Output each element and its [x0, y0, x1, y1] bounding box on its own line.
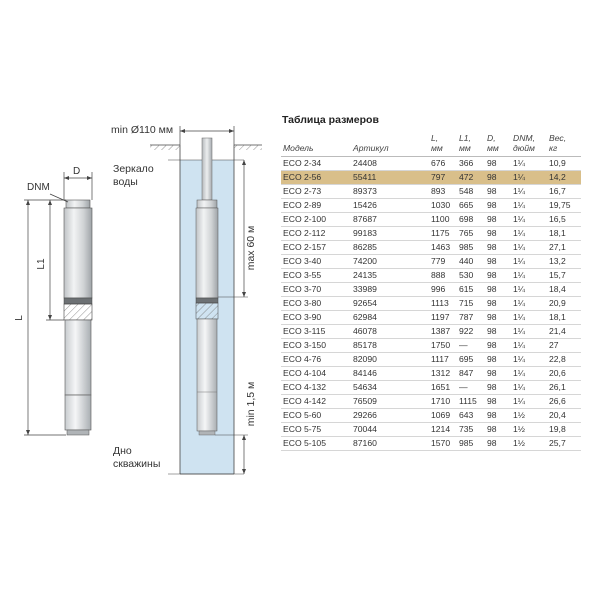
table-row [281, 269, 581, 283]
cell-dnm: 1½ [511, 423, 547, 437]
cell-d: 98 [485, 297, 511, 311]
table-row [281, 157, 581, 171]
cell-l1: 615 [457, 283, 485, 297]
cell-dnm: 1¼ [511, 255, 547, 269]
cell-d: 98 [485, 213, 511, 227]
cell-dnm: 1¼ [511, 157, 547, 171]
cell-d: 98 [485, 367, 511, 381]
header-l1: L1, мм [457, 133, 485, 157]
table-row [281, 199, 581, 213]
cell-dnm: 1¼ [511, 269, 547, 283]
cell-l1: 665 [457, 199, 485, 213]
table-row [281, 409, 581, 423]
cell-d: 98 [485, 437, 511, 451]
cell-model: ECO 4-142 [281, 395, 351, 409]
cell-l: 1214 [429, 423, 457, 437]
cell-l1: 922 [457, 325, 485, 339]
cell-weight: 16,7 [547, 185, 581, 199]
cell-d: 98 [485, 409, 511, 423]
cell-model: ECO 2-73 [281, 185, 351, 199]
cell-l: 676 [429, 157, 457, 171]
cell-model: ECO 3-55 [281, 269, 351, 283]
table-row [281, 325, 581, 339]
table-row [281, 255, 581, 269]
cell-model: ECO 3-80 [281, 297, 351, 311]
table-row [281, 241, 581, 255]
cell-l: 1387 [429, 325, 457, 339]
cell-model: ECO 3-40 [281, 255, 351, 269]
label-d: D [73, 166, 81, 177]
cell-l1: 698 [457, 213, 485, 227]
cell-article: 82090 [351, 353, 429, 367]
cell-weight: 18,4 [547, 283, 581, 297]
cell-model: ECO 3-150 [281, 339, 351, 353]
cell-weight: 19,8 [547, 423, 581, 437]
label-max-depth: max 60 м [245, 225, 257, 271]
table-row [281, 339, 581, 353]
table-title: Таблица размеров [282, 114, 379, 126]
cell-d: 98 [485, 255, 511, 269]
cell-l: 996 [429, 283, 457, 297]
cell-d: 98 [485, 353, 511, 367]
cell-l1: 847 [457, 367, 485, 381]
cell-l1: 985 [457, 241, 485, 255]
table-row [281, 367, 581, 381]
cell-l1: 715 [457, 297, 485, 311]
cell-article: 84146 [351, 367, 429, 381]
cell-weight: 25,7 [547, 437, 581, 451]
cell-d: 98 [485, 171, 511, 185]
cell-l: 1463 [429, 241, 457, 255]
cell-d: 98 [485, 339, 511, 353]
cell-weight: 10,9 [547, 157, 581, 171]
cell-weight: 20,6 [547, 367, 581, 381]
cell-l: 1312 [429, 367, 457, 381]
cell-l: 893 [429, 185, 457, 199]
header-model: Модель [281, 133, 351, 157]
cell-dnm: 1¼ [511, 171, 547, 185]
cell-weight: 14,2 [547, 171, 581, 185]
cell-model: ECO 4-76 [281, 353, 351, 367]
header-weight: Вес, кг [547, 133, 581, 157]
label-l1: L1 [36, 258, 47, 270]
cell-l1: 440 [457, 255, 485, 269]
cell-weight: 18,1 [547, 311, 581, 325]
cell-article: 85178 [351, 339, 429, 353]
table-row [281, 185, 581, 199]
cell-article: 74200 [351, 255, 429, 269]
table-row [281, 311, 581, 325]
cell-d: 98 [485, 311, 511, 325]
cell-dnm: 1¼ [511, 367, 547, 381]
cell-model: ECO 4-104 [281, 367, 351, 381]
cell-article: 33989 [351, 283, 429, 297]
label-well-bottom-line1: Дно [113, 445, 132, 457]
table-row [281, 353, 581, 367]
cell-article: 99183 [351, 227, 429, 241]
cell-weight: 18,1 [547, 227, 581, 241]
cell-model: ECO 4-132 [281, 381, 351, 395]
cell-l: 1651 [429, 381, 457, 395]
cell-weight: 16,5 [547, 213, 581, 227]
cell-l1: 765 [457, 227, 485, 241]
cell-dnm: 1¼ [511, 297, 547, 311]
cell-l: 1069 [429, 409, 457, 423]
table-row [281, 381, 581, 395]
label-water-mirror-line1: Зеркало [113, 163, 154, 175]
cell-d: 98 [485, 423, 511, 437]
cell-l1: 1115 [457, 395, 485, 409]
cell-l: 888 [429, 269, 457, 283]
dimensions-table [281, 133, 581, 451]
cell-l: 1100 [429, 213, 457, 227]
cell-article: 24408 [351, 157, 429, 171]
table-row [281, 437, 581, 451]
cell-weight: 15,7 [547, 269, 581, 283]
cell-d: 98 [485, 199, 511, 213]
table-row [281, 297, 581, 311]
cell-article: 89373 [351, 185, 429, 199]
label-well-bottom-line2: скважины [113, 458, 161, 470]
cell-weight: 26,1 [547, 381, 581, 395]
cell-article: 87160 [351, 437, 429, 451]
cell-d: 98 [485, 227, 511, 241]
cell-l: 1113 [429, 297, 457, 311]
cell-model: ECO 3-115 [281, 325, 351, 339]
cell-weight: 26,6 [547, 395, 581, 409]
cell-d: 98 [485, 269, 511, 283]
cell-l1: 366 [457, 157, 485, 171]
cell-dnm: 1¼ [511, 185, 547, 199]
cell-weight: 27 [547, 339, 581, 353]
label-water-mirror-line2: воды [113, 176, 138, 188]
label-min-bottom: min 1,5 м [245, 381, 257, 427]
table-row [281, 283, 581, 297]
cell-article: 62984 [351, 311, 429, 325]
cell-weight: 19,75 [547, 199, 581, 213]
cell-dnm: 1¼ [511, 381, 547, 395]
cell-l1: — [457, 339, 485, 353]
cell-l1: 548 [457, 185, 485, 199]
cell-l: 1117 [429, 353, 457, 367]
cell-article: 46078 [351, 325, 429, 339]
cell-weight: 13,2 [547, 255, 581, 269]
cell-model: ECO 3-90 [281, 311, 351, 325]
cell-d: 98 [485, 395, 511, 409]
table-row [281, 171, 581, 185]
size-table [281, 113, 581, 451]
cell-model: ECO 5-75 [281, 423, 351, 437]
header-l: L, мм [429, 133, 457, 157]
cell-d: 98 [485, 325, 511, 339]
cell-dnm: 1¼ [511, 325, 547, 339]
table-row [281, 423, 581, 437]
cell-model: ECO 2-34 [281, 157, 351, 171]
cell-dnm: 1½ [511, 409, 547, 423]
cell-weight: 21,4 [547, 325, 581, 339]
cell-d: 98 [485, 157, 511, 171]
label-dnm: DNM [27, 182, 50, 193]
cell-dnm: 1½ [511, 437, 547, 451]
cell-article: 29266 [351, 409, 429, 423]
cell-article: 55411 [351, 171, 429, 185]
header-dnm: DNM, дюйм [511, 133, 547, 157]
cell-d: 98 [485, 381, 511, 395]
cell-model: ECO 3-70 [281, 283, 351, 297]
cell-article: 92654 [351, 297, 429, 311]
cell-model: ECO 2-112 [281, 227, 351, 241]
cell-l: 1030 [429, 199, 457, 213]
cell-dnm: 1¼ [511, 241, 547, 255]
cell-article: 24135 [351, 269, 429, 283]
cell-l: 1750 [429, 339, 457, 353]
cell-l: 797 [429, 171, 457, 185]
cell-article: 86285 [351, 241, 429, 255]
cell-article: 87687 [351, 213, 429, 227]
label-well-bottom [113, 445, 160, 470]
cell-weight: 20,4 [547, 409, 581, 423]
label-water-mirror [113, 163, 157, 188]
cell-l1: 643 [457, 409, 485, 423]
cell-l1: — [457, 381, 485, 395]
cell-article: 76509 [351, 395, 429, 409]
cell-l1: 787 [457, 311, 485, 325]
table-header-row [281, 133, 581, 157]
cell-l: 779 [429, 255, 457, 269]
table-row [281, 227, 581, 241]
cell-l1: 985 [457, 437, 485, 451]
cell-weight: 27,1 [547, 241, 581, 255]
cell-l: 1175 [429, 227, 457, 241]
cell-model: ECO 5-60 [281, 409, 351, 423]
label-min-diameter: min Ø110 мм [111, 124, 174, 136]
cell-d: 98 [485, 241, 511, 255]
cell-model: ECO 2-89 [281, 199, 351, 213]
cell-article: 70044 [351, 423, 429, 437]
label-l: L [14, 315, 25, 321]
cell-dnm: 1¼ [511, 395, 547, 409]
cell-dnm: 1¼ [511, 199, 547, 213]
table-row [281, 213, 581, 227]
cell-model: ECO 5-105 [281, 437, 351, 451]
header-article: Артикул [351, 133, 429, 157]
pump-elevation [64, 200, 92, 435]
cell-dnm: 1¼ [511, 213, 547, 227]
cell-l1: 735 [457, 423, 485, 437]
cell-article: 15426 [351, 199, 429, 213]
cell-l1: 472 [457, 171, 485, 185]
cell-model: ECO 2-157 [281, 241, 351, 255]
cell-weight: 22,8 [547, 353, 581, 367]
cell-dnm: 1¼ [511, 227, 547, 241]
cell-l: 1570 [429, 437, 457, 451]
cell-d: 98 [485, 283, 511, 297]
cell-dnm: 1¼ [511, 353, 547, 367]
cell-article: 54634 [351, 381, 429, 395]
cell-dnm: 1¼ [511, 311, 547, 325]
cell-l: 1710 [429, 395, 457, 409]
table-row [281, 395, 581, 409]
cell-dnm: 1¼ [511, 339, 547, 353]
cell-l1: 530 [457, 269, 485, 283]
cell-dnm: 1¼ [511, 283, 547, 297]
cell-model: ECO 2-56 [281, 171, 351, 185]
cell-weight: 20,9 [547, 297, 581, 311]
cell-l: 1197 [429, 311, 457, 325]
cell-model: ECO 2-100 [281, 213, 351, 227]
cell-d: 98 [485, 185, 511, 199]
cell-l1: 695 [457, 353, 485, 367]
header-d: D, мм [485, 133, 511, 157]
